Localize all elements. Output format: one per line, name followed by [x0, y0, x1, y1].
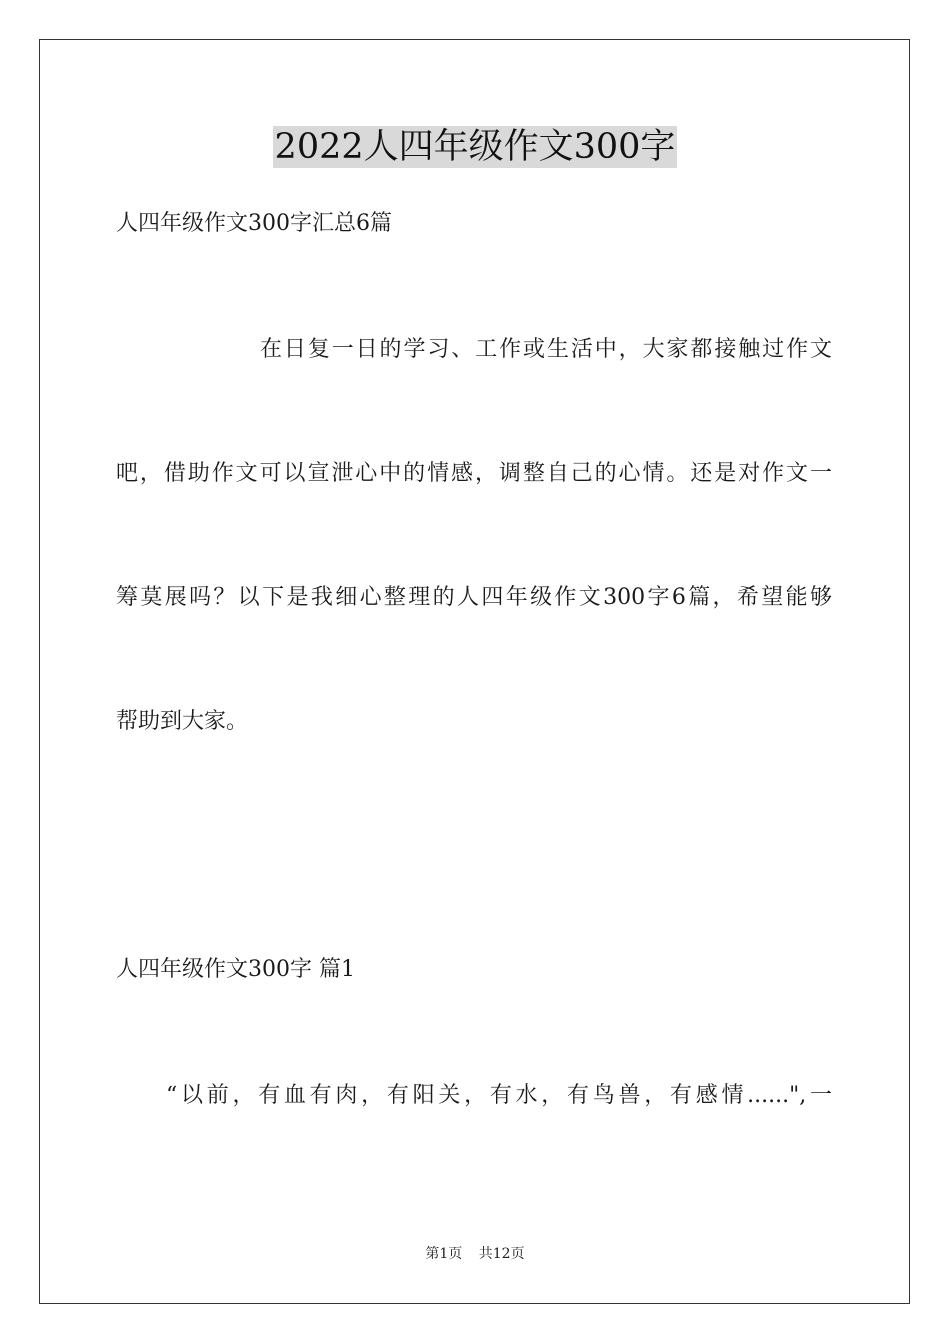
intro-line-3: 筹莫展吗？以下是我细心整理的人四年级作文300字6篇，希望能够 — [116, 585, 832, 610]
title-container — [0, 126, 950, 168]
intro-line-2: 吧，借助作文可以宣泄心中的情感，调整自己的心情。还是对作文一 — [116, 461, 832, 486]
intro-line-4: 帮助到大家。 — [116, 709, 249, 734]
section-heading: 人四年级作文300字 篇1 — [116, 957, 355, 982]
intro-line-1: 在日复一日的学习、工作或生活中，大家都接触过作文 — [260, 337, 832, 362]
page-footer — [0, 1245, 950, 1263]
document-title: 2022人四年级作文300字 — [274, 127, 676, 167]
section-first-line: “以前，有血有肉，有阳关，有水，有鸟兽，有感情......",一 — [166, 1083, 832, 1108]
page-total: 共12页 — [478, 1246, 525, 1262]
page-number: 第1页 — [425, 1246, 463, 1262]
document-subtitle: 人四年级作文300字汇总6篇 — [116, 211, 392, 236]
